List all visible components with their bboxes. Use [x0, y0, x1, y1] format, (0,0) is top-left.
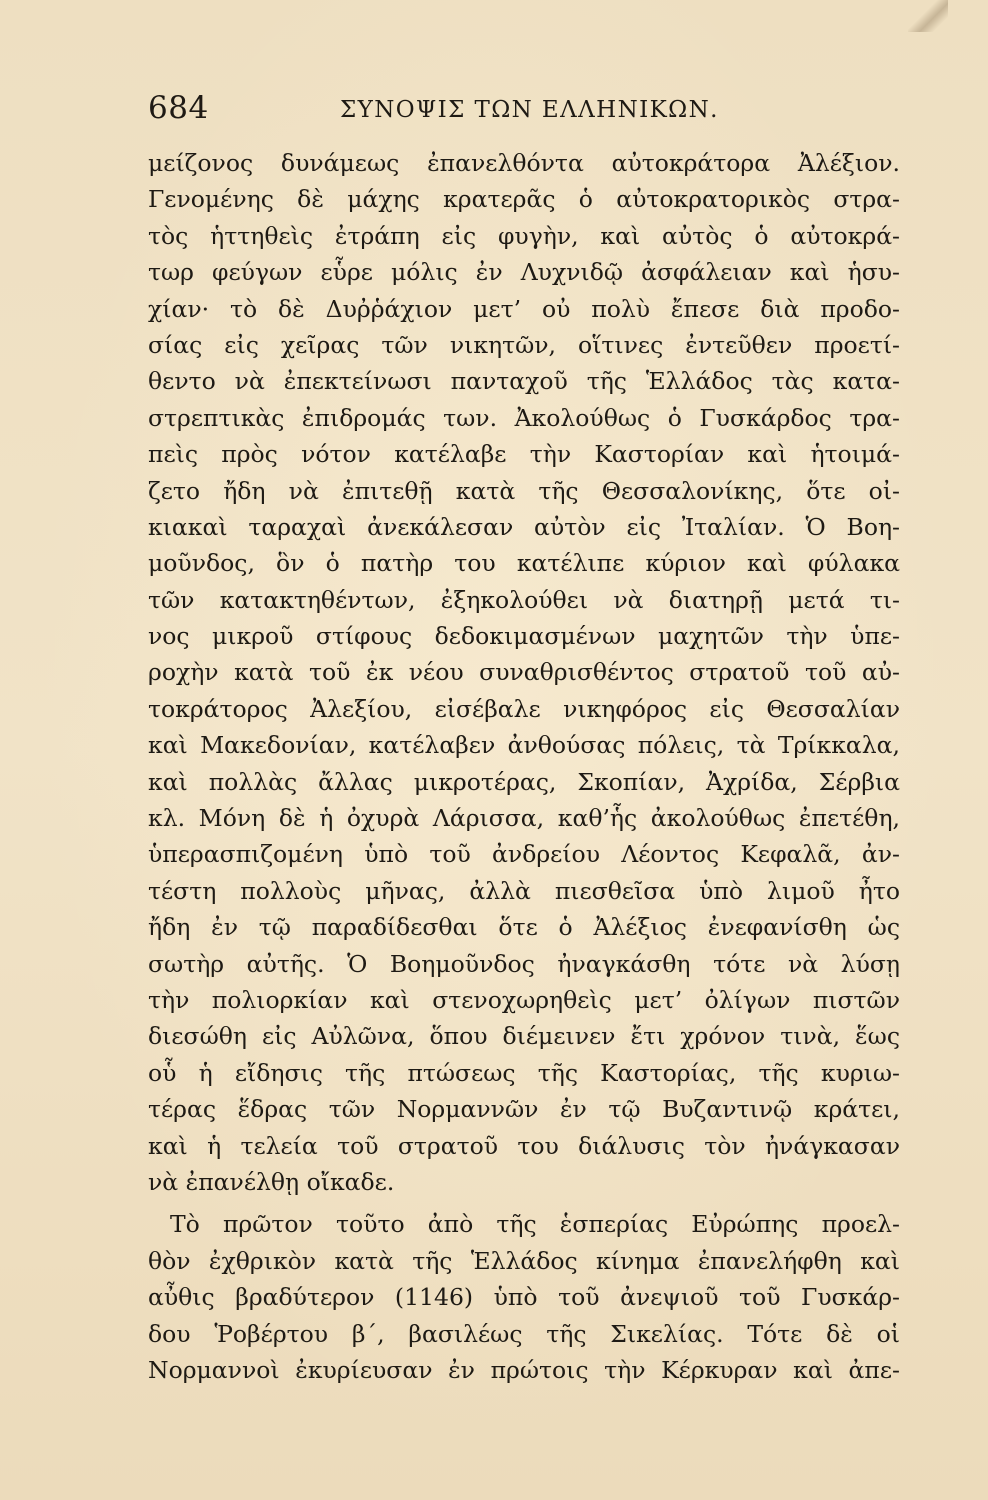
text-line: θεντο νὰ ἐπεκτείνωσι πανταχοῦ τῆς Ἑλλάδος τὰς κατα- [148, 367, 900, 396]
text-line: χίαν· τὸ δὲ Δυῤῥάχιον μετ’ οὐ πολὺ ἔπεσε διὰ προδο- [148, 294, 900, 323]
page-header [148, 88, 900, 128]
text-line: πεὶς πρὸς νότον κατέλαβε τὴν Καστορίαν καὶ ἡτοιμά- [148, 440, 900, 469]
text-line: οὗ ἡ εἴδησις τῆς πτώσεως τῆς Καστορίας, τῆς κυριω- [148, 1058, 900, 1087]
text-line: τωρ φεύγων εὗρε μόλις ἐν Λυχνιδῷ ἀσφάλειαν καὶ ἡσυ- [148, 258, 900, 287]
text-line: Τὸ πρῶτον τοῦτο ἀπὸ τῆς ἑσπερίας Εὐρώπης προελ- [170, 1210, 900, 1239]
text-line: Γενομένης δὲ μάχης κρατερᾶς ὁ αὐτοκρατορικὸς στρα- [148, 185, 900, 214]
text-line: τῶν κατακτηθέντων, ἐξηκολούθει νὰ διατηρῇ μετά τι- [148, 585, 900, 614]
text-line: κλ. Μόνη δὲ ἡ ὀχυρὰ Λάρισσα, καθ’ἧς ἀκολούθως ἐπετέθη, [148, 804, 900, 833]
text-line: νος μικροῦ στίφους δεδοκιμασμένων μαχητῶν τὴν ὑπε- [148, 622, 900, 651]
text-line: σωτὴρ αὐτῆς. Ὁ Βοημοῦνδος ἠναγκάσθη τότε νὰ λύσῃ [148, 949, 900, 978]
text-line: Νορμαννοὶ ἐκυρίευσαν ἐν πρώτοις τὴν Κέρκυραν καὶ ἀπε- [148, 1355, 900, 1384]
text-line: μείζονος δυνάμεως ἐπανελθόντα αὐτοκράτορα Ἀλέξιον. [148, 149, 900, 177]
body-text [148, 145, 900, 1405]
text-line: κιακαὶ ταραχαὶ ἀνεκάλεσαν αὐτὸν εἰς Ἰταλίαν. Ὁ Βοη- [148, 512, 900, 541]
text-line: καὶ Μακεδονίαν, κατέλαβεν ἀνθούσας πόλεις, τὰ Τρίκκαλα, [148, 731, 900, 760]
text-line: διεσώθη εἰς Αὐλῶνα, ὅπου διέμεινεν ἔτι χρόνον τινὰ, ἕως [148, 1022, 900, 1051]
page-number: 684 [148, 90, 209, 126]
text-line: ροχὴν κατὰ τοῦ ἐκ νέου συναθρισθέντος στρατοῦ τοῦ αὐ- [148, 658, 900, 687]
text-line: ὑπερασπιζομένη ὑπὸ τοῦ ἀνδρείου Λέοντος Κεφαλᾶ, ἀν- [148, 840, 900, 869]
text-line: μοῦνδος, ὃν ὁ πατὴρ του κατέλιπε κύριον καὶ φύλακα [148, 549, 900, 578]
text-line: καὶ πολλὰς ἄλλας μικροτέρας, Σκοπίαν, Ἀχρίδα, Σέρβια [148, 767, 900, 796]
text-line: τοκράτορος Ἀλεξίου, εἰσέβαλε νικηφόρος εἰς Θεσσαλίαν [148, 694, 900, 723]
text-line: ζετο ἤδη νὰ ἐπιτεθῇ κατὰ τῆς Θεσσαλονίκης, ὅτε οἰ- [148, 476, 900, 505]
text-line: τέρας ἕδρας τῶν Νορμαννῶν ἐν τῷ Βυζαντινῷ κράτει, [148, 1095, 900, 1124]
text-line: καὶ ἡ τελεία τοῦ στρατοῦ του διάλυσις τὸν ἠνάγκασαν [148, 1131, 900, 1160]
text-line: θὸν ἐχθρικὸν κατὰ τῆς Ἑλλάδος κίνημα ἐπανελήφθη καὶ [148, 1246, 900, 1275]
running-title: ΣΥΝΟΨΙΣ ΤΩΝ ΕΛΛΗΝΙΚΩΝ. [340, 97, 719, 123]
text-line: στρεπτικὰς ἐπιδρομάς των. Ἀκολούθως ὁ Γυσκάρδος τρα- [148, 403, 900, 432]
text-line: νὰ ἐπανέλθῃ οἴκαδε. [148, 1167, 395, 1196]
text-line: σίας εἰς χεῖρας τῶν νικητῶν, οἵτινες ἐντεῦθεν προετί- [148, 330, 900, 359]
text-line: τὴν πολιορκίαν καὶ στενοχωρηθεὶς μετ’ ὀλίγων πιστῶν [148, 985, 900, 1014]
text-line: αὖθις βραδύτερον (1146) ὑπὸ τοῦ ἀνεψιοῦ τοῦ Γυσκάρ- [148, 1283, 900, 1312]
text-line: τέστη πολλοὺς μῆνας, ἀλλὰ πιεσθεῖσα ὑπὸ λιμοῦ ἦτο [148, 876, 900, 905]
page-corner-fold [908, 0, 948, 32]
text-line: ἤδη ἐν τῷ παραδίδεσθαι ὅτε ὁ Ἀλέξιος ἐνεφανίσθη ὡς [148, 913, 900, 942]
text-line: τὸς ἡττηθεὶς ἐτράπη εἰς φυγὴν, καὶ αὐτὸς ὁ αὐτοκρά- [148, 221, 900, 250]
text-line: δου Ῥοβέρτου β΄, βασιλέως τῆς Σικελίας. Τότε δὲ οἱ [148, 1319, 900, 1348]
